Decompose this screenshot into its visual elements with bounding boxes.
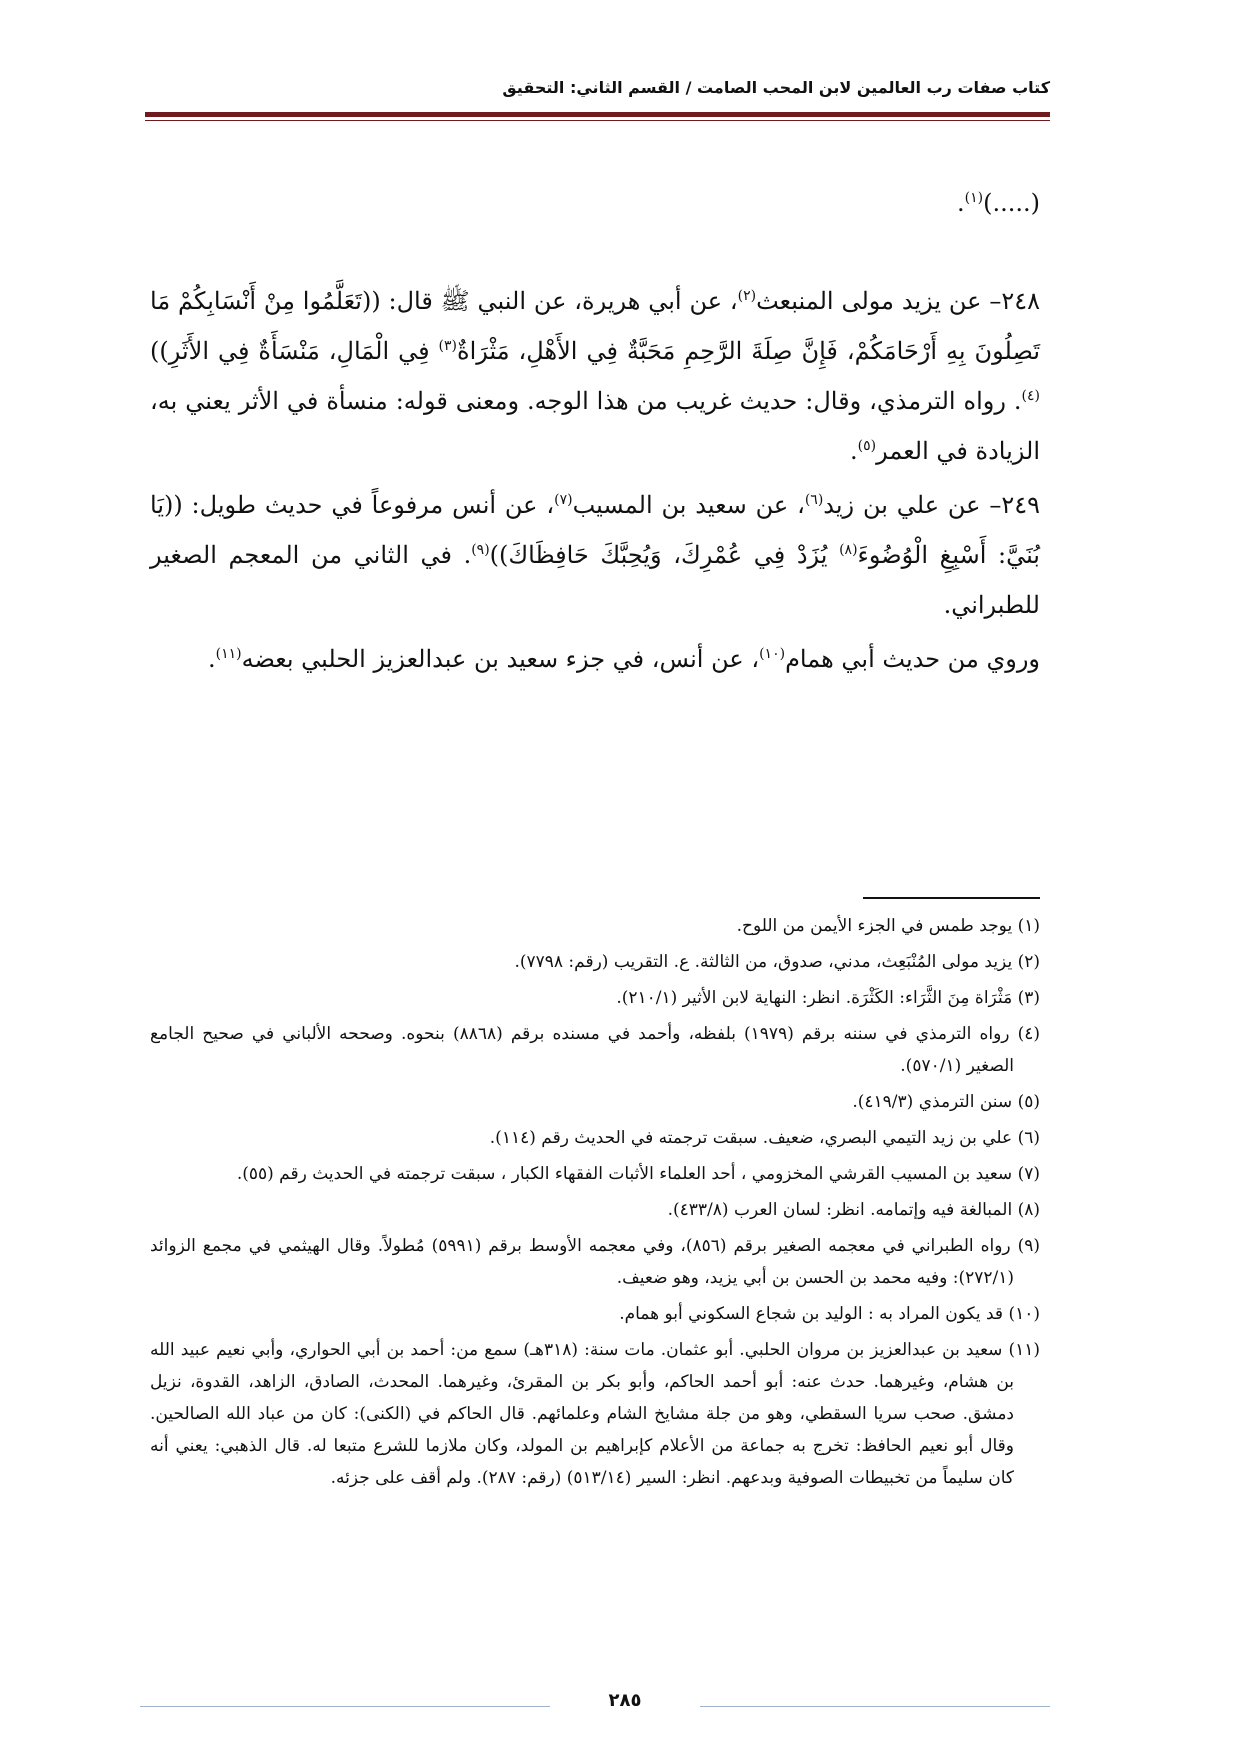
footnote-ref: (١) [964,190,984,206]
footnote-4: (٤) رواه الترمذي في سننه برقم (١٩٧٩) بلفظه، وأحمد في مسنده برقم (٨٨٦٨) بنحوه. وصححه الألباني في صحيح الجامع الصغير (٥٧٠/١). [150,1024,1041,1076]
footnote-11: (١١) سعيد بن عبدالعزيز بن مروان الحلبي. أبو عثمان. مات سنة: (٣١٨هـ) سمع من: أحمد بن أبي الحواري، وأبي نعيم عبيد الله بن هشام، وغيرهما. حدث عنه: أبو أحمد الحاكم، وأبو بكر بن المقرئ، وغيرهما. المحدث، الصادق، الزاهد، القدوة، نزيل دمشق. صحب سريا السقطي، وهو من جلة مشايخ الشام وعلمائهم. قال الحاكم في (الكنى): كان من عباد الله الصالحين. وقال أبو نعيم الحافظ: تخرج به جماعة من الأعلام كإبراهيم بن المولد، وكان ملازما للشرع متبعا له. قال الذهبي: يعني أنه كان سليماً من تخبيطات الصوفية وبدعهم. انظر: السير (٥١٣/١٤) (رقم: ٢٨٧). ولم أقف على جزئه. [150,1340,1041,1488]
text-run: . رواه الترمذي، وقال: حديث غريب من هذا الوجه. ومعنى قوله: منسأة في الأثر يعني به، الزيادة في العمر [150,387,1040,465]
footnote-separator [863,897,1040,899]
header-rule-thin [145,120,1050,121]
footnotes [150,910,1040,1498]
text-run: وروي من حديث أبي همام [785,645,1040,673]
footnote-7: (٧) سعيد بن المسيب القرشي المخزومي ، أحد العلماء الأثبات الفقهاء الكبار ، سبقت ترجمته في الحديث رقم (٥٥). [236,1164,1040,1184]
text-run: ٢٤٩– عن علي بن زيد [823,491,1040,519]
paragraph-lacuna [150,178,1040,228]
footnote-ref: (٧) [554,492,573,508]
footnote-8: (٨) المبالغة فيه وإتمامه. انظر: لسان العرب (٤٣٣/٨). [667,1200,1040,1220]
footnote-9: (٩) رواه الطبراني في معجمه الصغير برقم (٨٥٦)، وفي معجمه الأوسط برقم (٥٩٩١) مُطولاً. وقال الهيثمي في مجمع الزوائد (٢٧٢/١): وفيه محمد بن الحسن بن أبي يزيد، وهو ضعيف. [150,1236,1040,1288]
footnote-ref: (٥) [857,438,877,454]
text-run: ، عن أنس، في جزء سعيد بن عبدالعزيز الحلبي بعضه [241,645,760,673]
text-run: . [957,189,965,217]
footnote-ref: (١٠) [759,646,786,662]
footer-rule-right [700,1706,1050,1707]
text-run: . [850,437,858,465]
paragraph-hadith-248 [150,276,1040,476]
text-run: ، عن سعيد بن المسيب [572,491,805,519]
text-run: فِي الْمَالِ، مَنْسَأَةٌ فِي الأَثَرِ)) [150,337,439,365]
text-run: ٢٤٨– عن يزيد مولى المنبعث [756,287,1041,315]
footnote-2: (٢) يزيد مولى المُنْبَعِث، مدني، صدوق، من الثالثة. ع. التقريب (رقم: ٧٧٩٨). [514,952,1040,972]
page-number: ٢٨٥ [608,1690,642,1711]
footnote-10: (١٠) قد يكون المراد به : الوليد بن شجاع السكوني أبو همام. [619,1304,1040,1324]
footnote-ref: (٦) [804,492,824,508]
running-header: كتاب صفات رب العالمين لابن المحب الصامت / القسم الثاني: التحقيق [502,78,1050,97]
paragraph-hadith-249 [150,480,1040,630]
paragraph-narration [150,634,1040,684]
footnote-ref: (٨) [839,542,858,558]
header-rule-thick [145,112,1050,117]
text-run: ، عن أنس مرفوعاً في حديث طويل: ((يَا بُنَيَّ: أَسْبِغِ الْوُضُوءَ [150,491,1040,569]
footnote-1: (١) يوجد طمس في الجزء الأيمن من اللوح. [736,916,1040,936]
footnote-ref: (٣) [438,338,457,354]
text-run: يُزَدْ فِي عُمْرِكَ، وَيُحِبَّكَ حَافِظَاكَ)) [489,541,840,569]
footnote-ref: (١١) [215,646,242,662]
text-run: . [207,645,216,673]
text-run: (.....) [983,189,1040,217]
main-text [150,178,1040,684]
footer-rule-left [140,1706,550,1707]
footnote-ref: (٩) [471,542,490,558]
text-run: ، عن أبي هريرة، عن النبي ﷺ قال: ((تَعَلَّمُوا مِنْ أَنْسَابِكُمْ مَا تَصِلُونَ بِهِ أَرْحَامَكُمْ، فَإِنَّ صِلَةَ الرَّحِمِ مَحَبَّةٌ فِي الأَهْلِ، مَثْرَاةٌ [150,287,1040,365]
footnote-3: (٣) مَثْرَاة مِنَ الثَّرَاء: الكَثْرَة. انظر: النهاية لابن الأثير (٢١٠/١). [616,988,1040,1008]
text-run: . في الثاني من المعجم الصغير للطبراني. [150,541,1040,619]
footnote-ref: (٤) [1021,388,1040,404]
footnote-6: (٦) علي بن زيد التيمي البصري، ضعيف. سبقت ترجمته في الحديث رقم (١١٤). [489,1128,1040,1148]
footnote-ref: (٢) [737,288,757,304]
footnote-5: (٥) سنن الترمذي (٤١٩/٣). [852,1092,1040,1112]
